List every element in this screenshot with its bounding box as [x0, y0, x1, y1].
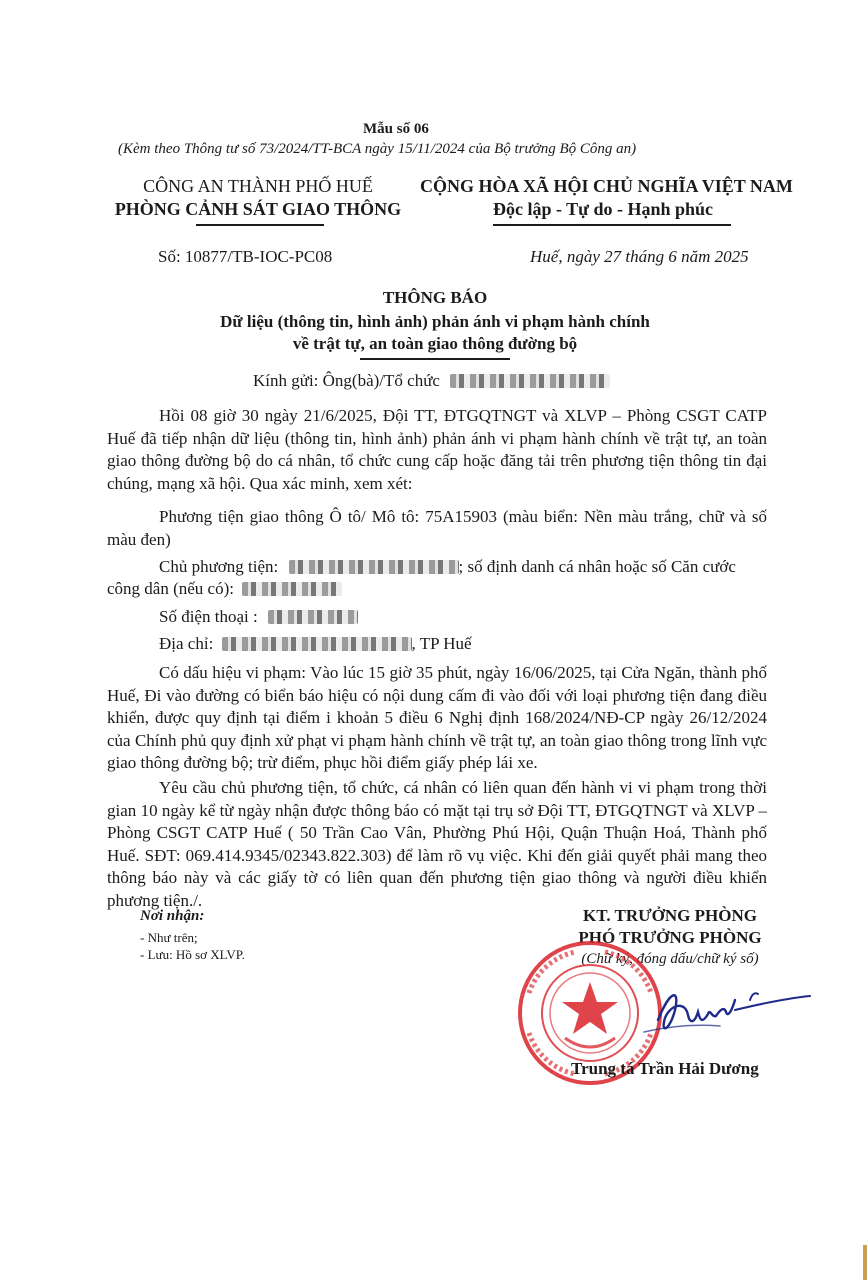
request-paragraph: Yêu cầu chủ phương tiện, tổ chức, cá nhân có liên quan đến hành vi vi phạm trong thời gian 10 ngày kể từ ngày nhận được thông báo có mặt tại trụ sở Đội TT, ĐTGQTNGT và XLVP – Phòng CSGT CATP Huế ( 50 Trần Cao Vân, Phường Phú Hội, Quận Thuận Hoá, Thành phố Huế. SĐT: 069.414.9345/02343.822.303) để làm rõ vụ việc. Khi đến giải quyết phải mang theo thông báo này và các giấy tờ có liên quan đến phương tiện giao thông và người điều khiển phương tiện./. [107, 778, 767, 910]
place-date: Huế, ngày 27 tháng 6 năm 2025 [530, 247, 749, 266]
signature-note: (Chữ ký, đóng dấu/chữ ký số) [581, 951, 759, 967]
address-suffix: , TP Huế [411, 634, 472, 653]
nation-motto: Độc lập - Tự do - Hạnh phúc [493, 199, 714, 219]
owner-label: Chủ phương tiện: [159, 557, 279, 576]
signer-name: Trung tá Trần Hải Dương [571, 1059, 759, 1078]
id-line [107, 579, 342, 599]
redacted-recipient [450, 374, 610, 388]
redacted-owner [289, 560, 459, 574]
document-subtitle-1: Dữ liệu (thông tin, hình ảnh) phản ánh vi phạm hành chính [220, 312, 650, 331]
page-edge-strip [863, 1245, 867, 1280]
agency-name: PHÒNG CẢNH SÁT GIAO THÔNG [114, 199, 402, 219]
signer-role-2: PHÓ TRƯỞNG PHÒNG [578, 928, 762, 947]
id-label: công dân (nếu có): [107, 579, 234, 598]
agency-underline [196, 224, 324, 226]
owner-line [159, 557, 736, 577]
redacted-id [242, 582, 342, 596]
document-number: Số: 10877/TB-IOC-PC08 [158, 247, 333, 266]
address-line [159, 634, 472, 654]
owner-suffix: ; số định danh cá nhân hoặc số Căn cước [458, 557, 736, 576]
form-number: Mẫu số 06 [363, 121, 429, 137]
intro-paragraph: Hồi 08 giờ 30 ngày 21/6/2025, Đội TT, ĐTGQTNGT và XLVP – Phòng CSGT CATP Huế đã tiếp nhận dữ liệu (thông tin, hình ảnh) phản ánh vi phạm hành chính về trật tự, an toàn giao thông đường bộ do cá nhân, tổ chức cung cấp hoặc đăng tải trên phương tiện thông tin đại chúng, mạng xã hội. Qua xác minh, xem xét: [107, 406, 767, 493]
handwritten-signature-icon [640, 980, 815, 1050]
receivers-label: Nơi nhận: [140, 908, 205, 924]
nation-title: CỘNG HÒA XÃ HỘI CHỦ NGHĨA VIỆT NAM [420, 176, 793, 196]
motto-underline [493, 224, 731, 226]
agency-parent: CÔNG AN THÀNH PHỐ HUẾ [143, 176, 373, 196]
receiver-item: - Như trên; [140, 930, 198, 945]
phone-line [159, 607, 358, 627]
signer-role-1: KT. TRƯỞNG PHÒNG [583, 906, 757, 925]
title-underline [360, 358, 510, 360]
recipient-line [253, 371, 610, 391]
address-label: Địa chỉ: [159, 634, 214, 653]
violation-paragraph: Có dấu hiệu vi phạm: Vào lúc 15 giờ 35 phút, ngày 16/06/2025, tại Cửa Ngăn, thành phố Huế, Đi vào đường có biển báo hiệu có nội dung cấm đi vào đối với loại phương tiện đang điều khiển, được quy định tại điểm i khoản 5 điều 6 Nghị định 168/2024/NĐ-CP ngày 26/12/2024 của Chính phủ quy định xử phạt vi phạm hành chính về trật tự, an toàn giao thông trong lĩnh vực giao thông đường bộ; trừ điểm, phục hồi điểm giấy phép lái xe. [107, 663, 767, 773]
recipient-label: Kính gửi: Ông(bà)/Tổ chức [253, 371, 440, 390]
form-reference: (Kèm theo Thông tư số 73/2024/TT-BCA ngày 15/11/2024 của Bộ trưởng Bộ Công an) [118, 141, 637, 157]
document-subtitle-2: về trật tự, an toàn giao thông đường bộ [292, 334, 578, 353]
phone-label: Số điện thoại : [159, 607, 258, 626]
vehicle-paragraph: Phương tiện giao thông Ô tô/ Mô tô: 75A15903 (màu biển: Nền màu trắng, chữ và số màu đen) [107, 507, 767, 549]
redacted-address [222, 637, 412, 651]
document-title: THÔNG BÁO [382, 288, 488, 307]
receiver-item: - Lưu: Hồ sơ XLVP. [140, 947, 245, 962]
redacted-phone [268, 610, 358, 624]
